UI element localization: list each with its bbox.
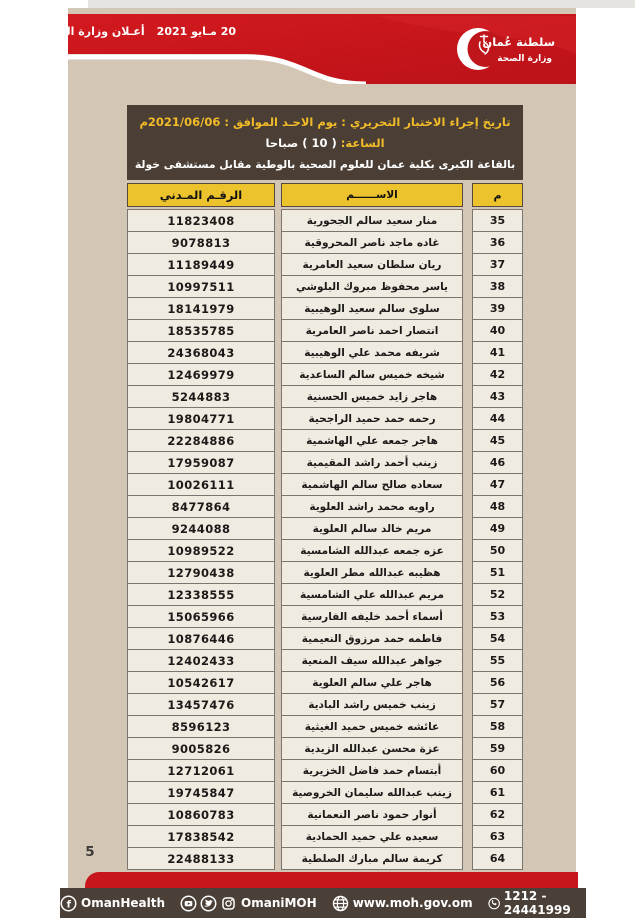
time-label: الساعة:: [340, 136, 385, 150]
table-row: [127, 605, 523, 628]
header-banner: [29, 14, 576, 84]
row-number-cell: 46: [472, 451, 523, 474]
table-row: [127, 297, 523, 320]
phone: [488, 889, 586, 917]
civil-number-cell: 8596123: [127, 715, 275, 738]
civil-number-cell: 12338555: [127, 583, 275, 606]
column-gutter: [463, 341, 472, 364]
row-number-cell: 60: [472, 759, 523, 782]
name-cell: سعيده علي حميد الحمادية: [281, 825, 463, 848]
row-number-cell: 56: [472, 671, 523, 694]
table-row: [127, 715, 523, 738]
civil-number-cell: 12402433: [127, 649, 275, 672]
table-row: [127, 627, 523, 650]
name-cell: هاجر زايد خميس الحسنية: [281, 385, 463, 408]
civil-number-cell: 11189449: [127, 253, 275, 276]
table-row: [127, 759, 523, 782]
banner-title: أعـلان وزارة الصحـــة: [29, 25, 145, 38]
row-number-cell: 53: [472, 605, 523, 628]
table-row: [127, 363, 523, 386]
facebook-handle: [60, 895, 165, 912]
name-cell: فاطمه حمد مرزوق النعيمية: [281, 627, 463, 650]
table-row: [127, 495, 523, 518]
civil-number-cell: 17959087: [127, 451, 275, 474]
table-row: [127, 231, 523, 254]
name-cell: ريان سلطان سعيد العامرية: [281, 253, 463, 276]
name-cell: مريم خالد سالم العلوية: [281, 517, 463, 540]
column-gutter: [463, 231, 472, 254]
table-row: [127, 275, 523, 298]
column-gutter: [463, 715, 472, 738]
social-label: OmaniMOH: [241, 896, 317, 910]
name-cell: عزة محسن عبدالله الزيدية: [281, 737, 463, 760]
row-number-cell: 43: [472, 385, 523, 408]
page-number: 5: [85, 844, 95, 860]
civil-number-cell: 22284886: [127, 429, 275, 452]
row-number-cell: 40: [472, 319, 523, 342]
civil-number-cell: 10542617: [127, 671, 275, 694]
column-gutter: [463, 209, 472, 232]
row-number-cell: 38: [472, 275, 523, 298]
civil-number-cell: 12712061: [127, 759, 275, 782]
website-label: www.moh.gov.om: [352, 896, 473, 910]
row-number-cell: 58: [472, 715, 523, 738]
banner-date: 20 مـايو 2021: [156, 25, 236, 38]
civil-number-cell: 15065966: [127, 605, 275, 628]
name-cell: أبتسام حمد فاضل الخزيرية: [281, 759, 463, 782]
name-cell: انتصار احمد ناصر العامرية: [281, 319, 463, 342]
svg-text:f: f: [66, 898, 72, 910]
civil-number-cell: 10026111: [127, 473, 275, 496]
civil-number-cell: 11823408: [127, 209, 275, 232]
row-number-cell: 57: [472, 693, 523, 716]
row-number-cell: 50: [472, 539, 523, 562]
column-gutter: [463, 825, 472, 848]
civil-number-cell: 18141979: [127, 297, 275, 320]
globe-icon: [332, 895, 349, 912]
footer-red-bar: [85, 872, 578, 889]
civil-number-cell: 24368043: [127, 341, 275, 364]
table-row: [127, 407, 523, 430]
row-number-cell: 61: [472, 781, 523, 804]
table-body: [127, 209, 523, 870]
name-cell: هظيبه عبدالله مطر العلوية: [281, 561, 463, 584]
name-cell: عائشه خميس حميد الغيثية: [281, 715, 463, 738]
name-cell: عزه جمعه عبدالله الشامسية: [281, 539, 463, 562]
civil-number-cell: 18535785: [127, 319, 275, 342]
row-number-cell: 63: [472, 825, 523, 848]
table-row: [127, 451, 523, 474]
table-row: [127, 517, 523, 540]
name-cell: زينب خميس راشد البادية: [281, 693, 463, 716]
column-gutter: [463, 407, 472, 430]
table-row: [127, 209, 523, 232]
civil-number-cell: 10860783: [127, 803, 275, 826]
scan-edge-strip: [88, 0, 635, 8]
table-row: [127, 539, 523, 562]
name-cell: هاجر جمعه علي الهاشمية: [281, 429, 463, 452]
table-row: [127, 693, 523, 716]
column-gutter: [463, 561, 472, 584]
banner-text: [29, 25, 236, 38]
column-gutter: [463, 649, 472, 672]
column-gutter: [463, 539, 472, 562]
table-row: [127, 561, 523, 584]
row-number-cell: 35: [472, 209, 523, 232]
civil-number-cell: 13457476: [127, 693, 275, 716]
civil-number-cell: 22488133: [127, 847, 275, 870]
civil-number-cell: 9005826: [127, 737, 275, 760]
table-row: [127, 473, 523, 496]
name-cell: أنوار حمود ناصر النعمانية: [281, 803, 463, 826]
column-gutter: [463, 583, 472, 606]
column-gutter: [463, 847, 472, 870]
time-value: ( 10 ) صباحا: [265, 136, 337, 150]
row-number-cell: 41: [472, 341, 523, 364]
civil-number-cell: 17838542: [127, 825, 275, 848]
row-number-cell: 47: [472, 473, 523, 496]
column-gutter: [463, 275, 472, 298]
row-number-cell: 36: [472, 231, 523, 254]
column-gutter: [463, 253, 472, 276]
facebook-label: OmanHealth: [81, 896, 166, 910]
table-row: [127, 429, 523, 452]
phone-icon: [488, 895, 500, 912]
moh-crescent-logo: [454, 20, 560, 78]
table-row: [127, 671, 523, 694]
row-number-cell: 49: [472, 517, 523, 540]
phone-label: 1212 - 24441999: [503, 889, 571, 917]
name-cell: شريفه محمد علي الوهيبية: [281, 341, 463, 364]
table-row: [127, 385, 523, 408]
col-header-serial: م: [472, 183, 523, 207]
exam-notice-block: [127, 105, 523, 180]
table-row: [127, 803, 523, 826]
social-handles: [180, 895, 317, 912]
column-gutter: [463, 671, 472, 694]
logo-country-text: سلطنة عُمان: [482, 35, 555, 49]
exam-venue-line: بالقاعة الكبرى بكلية عمان للعلوم الصحية بالوطية مقابل مستشفى خولة: [134, 157, 516, 171]
website: [332, 895, 473, 912]
civil-number-cell: 10997511: [127, 275, 275, 298]
civil-number-cell: 12469979: [127, 363, 275, 386]
table-row: [127, 781, 523, 804]
facebook-icon: [60, 895, 77, 912]
column-gutter: [463, 385, 472, 408]
name-cell: شيخه خميس سالم الساعدية: [281, 363, 463, 386]
column-gutter: [463, 737, 472, 760]
table-row: [127, 583, 523, 606]
row-number-cell: 52: [472, 583, 523, 606]
row-number-cell: 42: [472, 363, 523, 386]
name-cell: أسماء أحمد خليفه الفارسية: [281, 605, 463, 628]
name-cell: هاجر علي سالم العلوية: [281, 671, 463, 694]
name-cell: زينب عبدالله سليمان الخروصية: [281, 781, 463, 804]
col-header-civil-number: الرقـم المـدني: [127, 183, 275, 207]
name-cell: رحمه حمد حميد الراجحية: [281, 407, 463, 430]
name-cell: منار سعيد سالم الجحورية: [281, 209, 463, 232]
col-header-name: الاســــــم: [281, 183, 463, 207]
civil-number-cell: 10989522: [127, 539, 275, 562]
instagram-icon: [220, 895, 237, 912]
exam-time-line: [266, 136, 385, 150]
row-number-cell: 48: [472, 495, 523, 518]
table-row: [127, 825, 523, 848]
column-gutter: [463, 183, 472, 207]
name-cell: جواهر عبدالله سيف المنعية: [281, 649, 463, 672]
name-cell: كريمة سالم مبارك الصلطية: [281, 847, 463, 870]
row-number-cell: 59: [472, 737, 523, 760]
row-number-cell: 45: [472, 429, 523, 452]
name-cell: مريم عبدالله علي الشامسية: [281, 583, 463, 606]
civil-number-cell: 9244088: [127, 517, 275, 540]
row-number-cell: 55: [472, 649, 523, 672]
row-number-cell: 37: [472, 253, 523, 276]
twitter-icon: [200, 895, 217, 912]
column-gutter: [463, 363, 472, 386]
civil-number-cell: 10876446: [127, 627, 275, 650]
footer-bar: [60, 888, 586, 918]
column-gutter: [463, 429, 472, 452]
table-row: [127, 253, 523, 276]
name-cell: غاده ماجد ناصر المحروقية: [281, 231, 463, 254]
name-cell: راويه محمد راشد العلوية: [281, 495, 463, 518]
column-gutter: [463, 803, 472, 826]
name-cell: سلوى سالم سعيد الوهيبية: [281, 297, 463, 320]
table-row: [127, 649, 523, 672]
civil-number-cell: 12790438: [127, 561, 275, 584]
column-gutter: [463, 517, 472, 540]
row-number-cell: 64: [472, 847, 523, 870]
name-cell: زينب أحمد راشد المقيمية: [281, 451, 463, 474]
column-gutter: [463, 451, 472, 474]
row-number-cell: 54: [472, 627, 523, 650]
column-gutter: [463, 693, 472, 716]
civil-number-cell: 19745847: [127, 781, 275, 804]
row-number-cell: 62: [472, 803, 523, 826]
table-header-row: [127, 183, 523, 207]
table-row: [127, 341, 523, 364]
table-row: [127, 319, 523, 342]
row-number-cell: 51: [472, 561, 523, 584]
column-gutter: [463, 759, 472, 782]
column-gutter: [463, 319, 472, 342]
column-gutter: [463, 473, 472, 496]
row-number-cell: 44: [472, 407, 523, 430]
youtube-icon: [180, 895, 197, 912]
civil-number-cell: 19804771: [127, 407, 275, 430]
name-cell: ياسر محفوظ مبروك البلوشي: [281, 275, 463, 298]
exam-date-line: تاريخ إجراء الاختبار التحريري : يوم الاحـد الموافق : 2021/06/06م: [139, 114, 511, 129]
column-gutter: [463, 781, 472, 804]
civil-number-cell: 5244883: [127, 385, 275, 408]
civil-number-cell: 8477864: [127, 495, 275, 518]
name-cell: سعاده صالح سالم الهاشمية: [281, 473, 463, 496]
table-row: [127, 737, 523, 760]
column-gutter: [463, 627, 472, 650]
column-gutter: [463, 297, 472, 320]
logo-ministry-text: وزارة الصحة: [497, 54, 552, 64]
civil-number-cell: 9078813: [127, 231, 275, 254]
table-row: [127, 847, 523, 870]
column-gutter: [463, 495, 472, 518]
row-number-cell: 39: [472, 297, 523, 320]
column-gutter: [463, 605, 472, 628]
